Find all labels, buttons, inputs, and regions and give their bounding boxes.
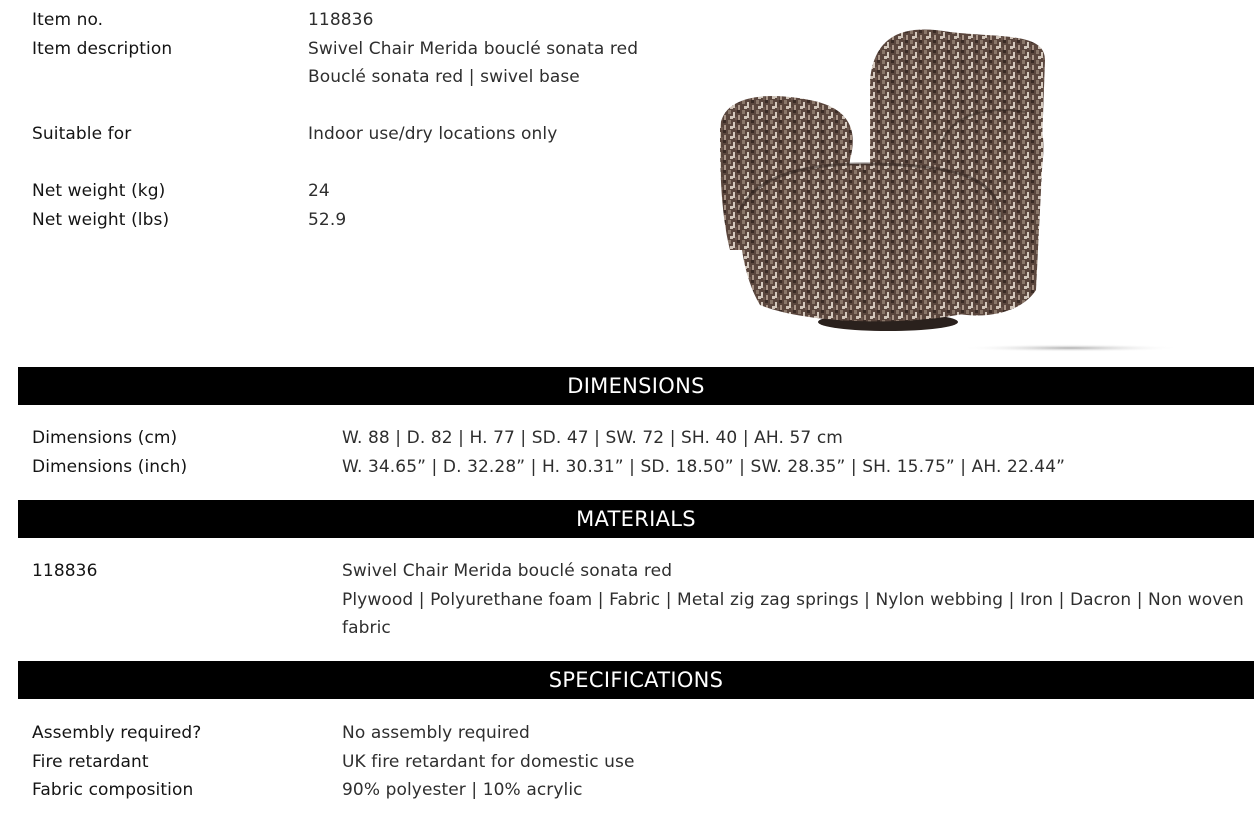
dimensions-header: DIMENSIONS (18, 367, 1254, 405)
suitable-for-value: Indoor use/dry locations only (308, 124, 558, 144)
item-no-value: 118836 (308, 10, 374, 30)
product-image (700, 20, 1190, 360)
materials-item-materials: Plywood | Polyurethane foam | Fabric | Metal zig zag springs | Nylon webbing | Iron | Dacron | Non woven fabric (342, 590, 1244, 638)
fire-retardant-label: Fire retardant (32, 752, 149, 772)
dimensions-cm-value: W. 88 | D. 82 | H. 77 | SD. 47 | SW. 72 | SH. 40 | AH. 57 cm (342, 428, 843, 448)
specifications-header: SPECIFICATIONS (18, 661, 1254, 699)
fire-retardant-value: UK fire retardant for domestic use (342, 752, 635, 772)
dimensions-cm-label: Dimensions (cm) (32, 428, 178, 448)
net-weight-kg-label: Net weight (kg) (32, 181, 166, 201)
net-weight-lbs-value: 52.9 (308, 210, 347, 230)
item-description-line1: Swivel Chair Merida bouclé sonata red (308, 39, 639, 59)
materials-header: MATERIALS (18, 500, 1254, 538)
item-no-label: Item no. (32, 10, 104, 30)
assembly-label: Assembly required? (32, 723, 202, 743)
dimensions-inch-label: Dimensions (inch) (32, 457, 188, 477)
fabric-composition-value: 90% polyester | 10% acrylic (342, 780, 583, 800)
materials-item-name: Swivel Chair Merida bouclé sonata red (342, 561, 673, 581)
suitable-for-label: Suitable for (32, 124, 132, 144)
item-description-line2: Bouclé sonata red | swivel base (308, 67, 580, 87)
net-weight-kg-value: 24 (308, 181, 330, 201)
dimensions-inch-value: W. 34.65” | D. 32.28” | H. 30.31” | SD. 18.50” | SW. 28.35” | SH. 15.75” | AH. 22.44” (342, 457, 1066, 477)
net-weight-lbs-label: Net weight (lbs) (32, 210, 170, 230)
item-description-label: Item description (32, 39, 173, 59)
swivel-chair-icon (700, 20, 1190, 360)
assembly-value: No assembly required (342, 723, 530, 743)
fabric-composition-label: Fabric composition (32, 780, 194, 800)
materials-item-label: 118836 (32, 561, 98, 581)
